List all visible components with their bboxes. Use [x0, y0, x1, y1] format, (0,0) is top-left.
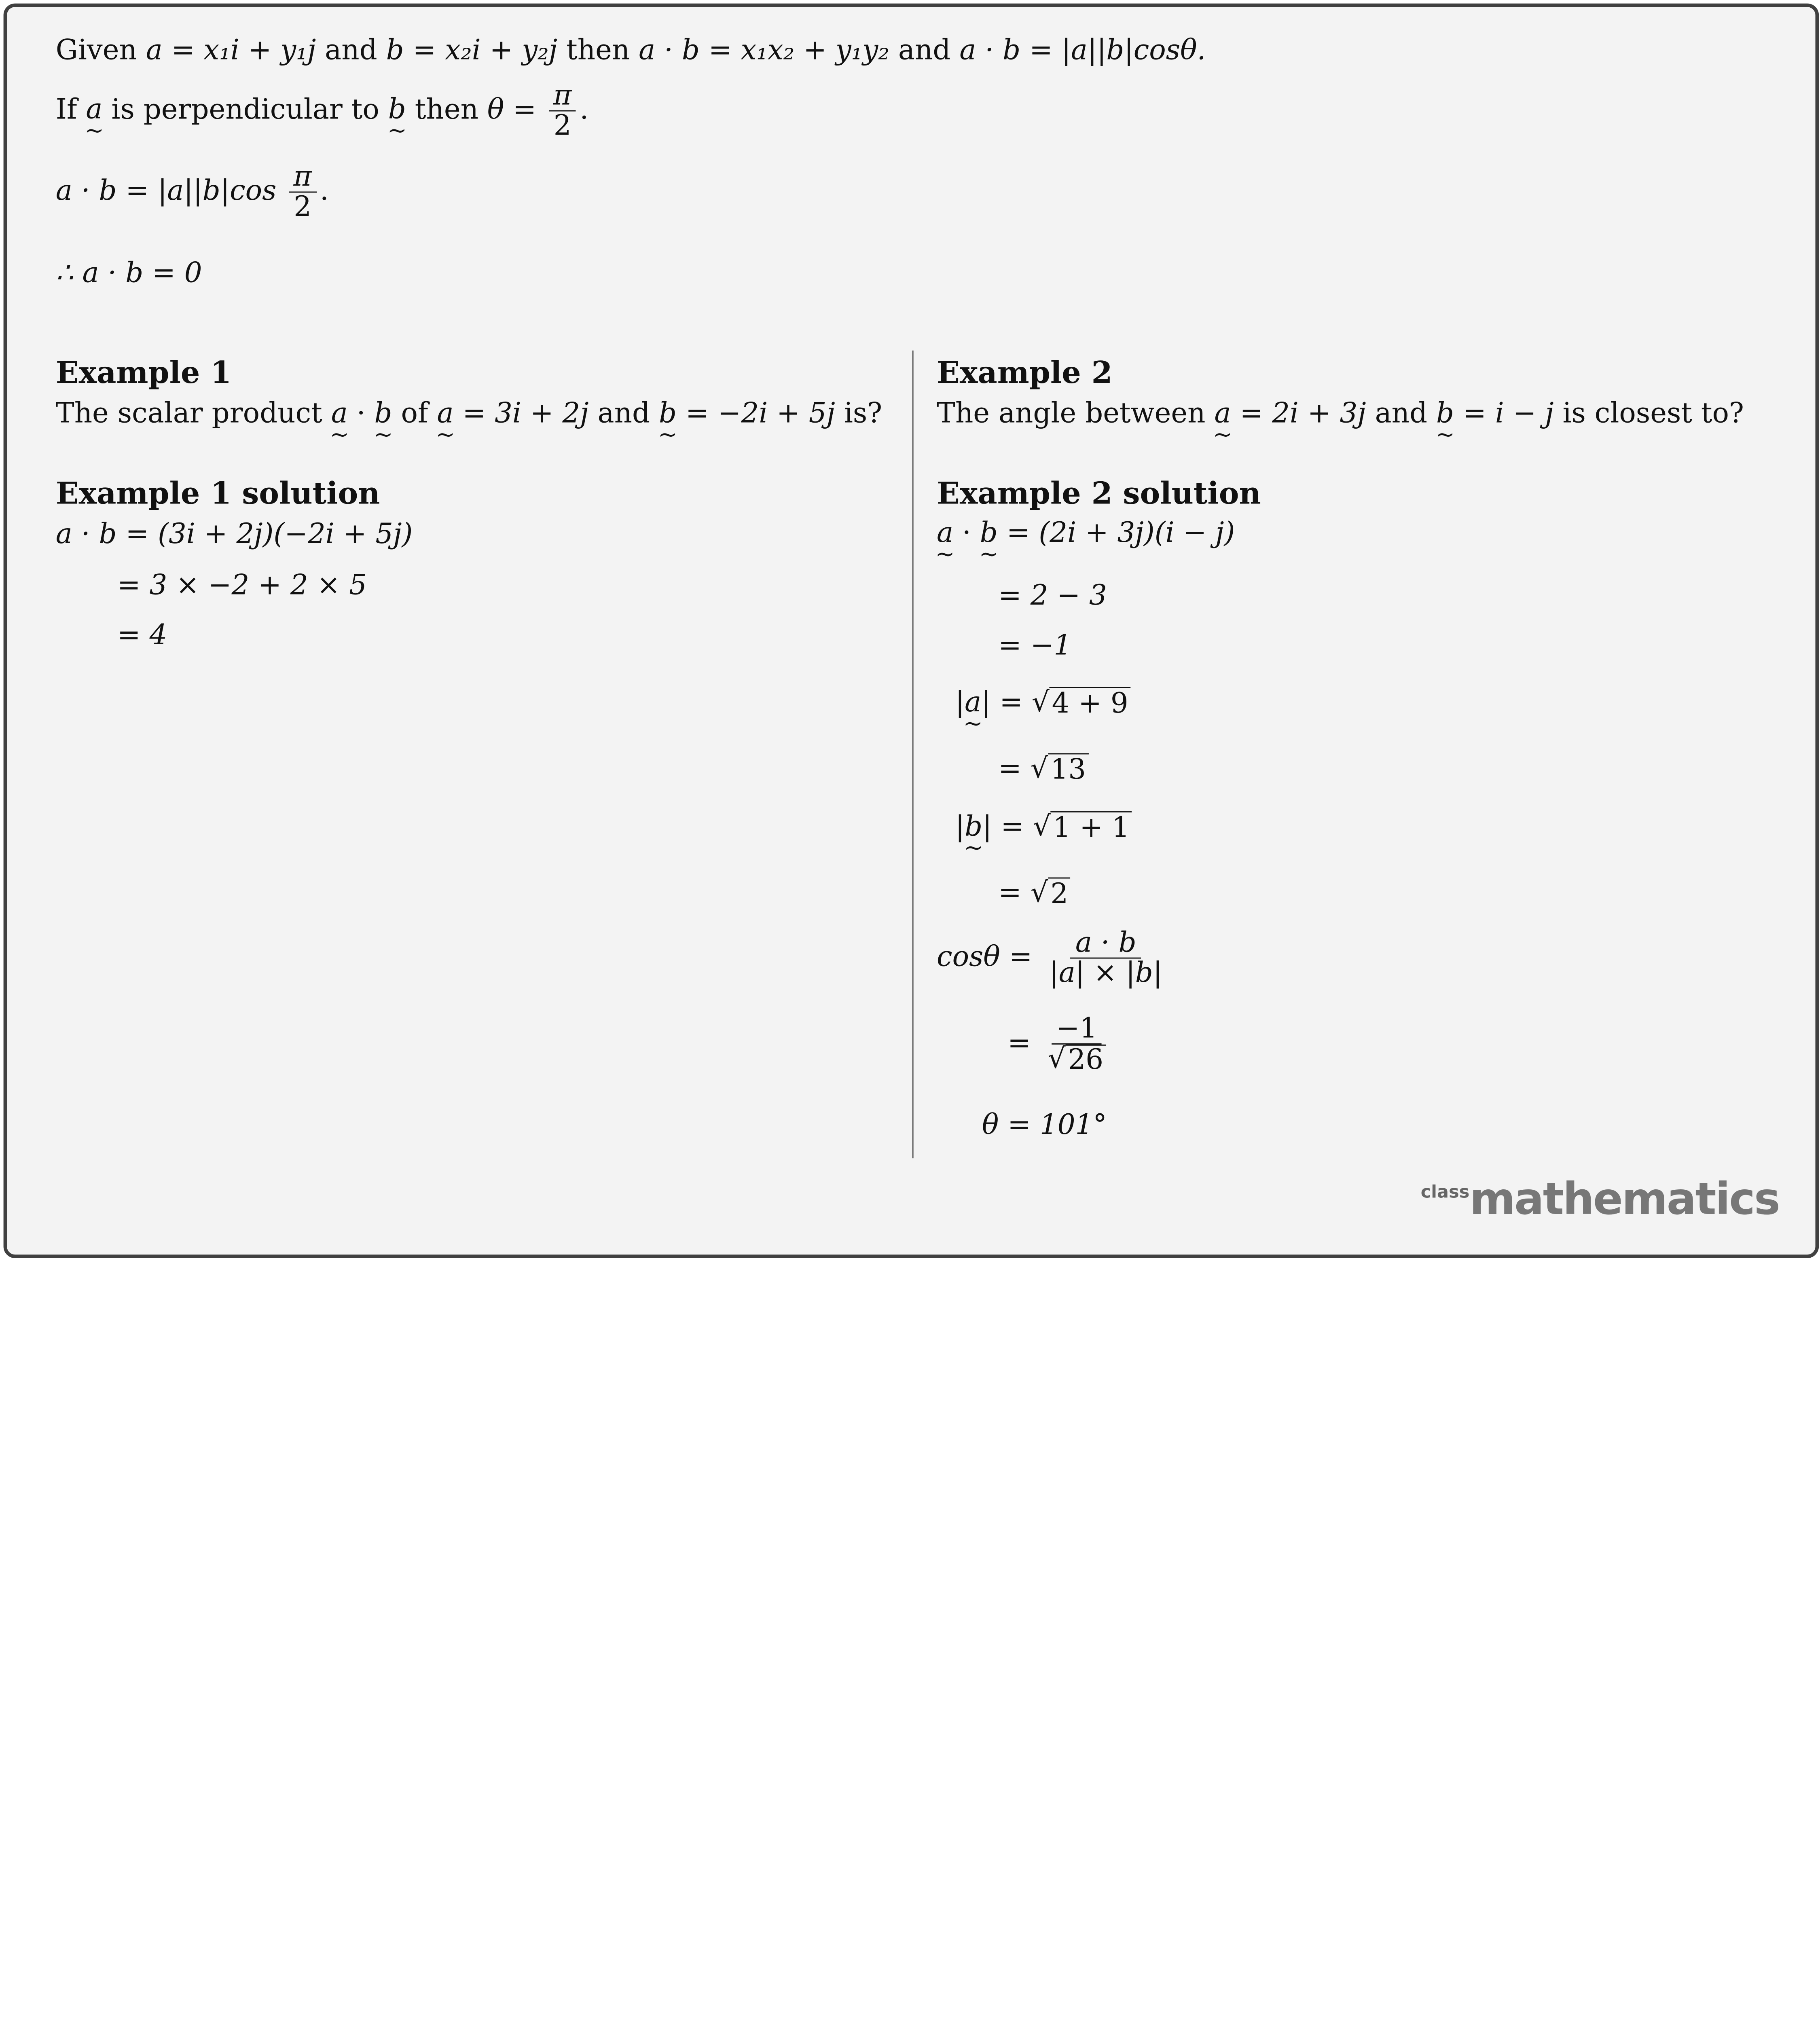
- vector-a-definition: a = x₁i + y₁j: [146, 34, 316, 66]
- example-1-step-2: = 3 × −2 + 2 × 5: [117, 569, 367, 601]
- magnitude-b-line: |b ~| = √ 1 + 1: [955, 811, 1132, 844]
- theory-line-3: a · b = |a||b|cos $\frac{\pi}{2}$ .: [55, 160, 329, 223]
- example-2-a-value: 2i + 3j: [1272, 397, 1366, 429]
- class-mathematics-logo: $^{class}$mathematics: [1420, 1173, 1780, 1225]
- vector-b-symbol: b ~: [388, 94, 406, 126]
- column-divider: [912, 351, 914, 1158]
- theory-conclusion: ∴ a · b = 0: [55, 256, 202, 289]
- example-1-title: Example 1: [55, 356, 232, 391]
- example-1-step-3: = 4: [117, 618, 167, 651]
- magnitude-a-simplified: = √ 13: [998, 753, 1088, 787]
- magnitude-a-line: |a ~| = √ 4 + 9: [955, 687, 1131, 720]
- example-2-b-value: i − j: [1495, 397, 1554, 429]
- example-2-step-3: = −1: [998, 629, 1072, 662]
- vector-a-symbol: a ~: [86, 94, 102, 126]
- example-1-question: The scalar product a ~ · b ~ of a ~ = 3i + 2j and b ~ = −2i + 5j is?: [56, 398, 882, 430]
- sqrt-4-plus-9: √ 4 + 9: [1032, 687, 1131, 720]
- dot-product-magnitude-form: a · b = |a||b|cosθ.: [959, 34, 1206, 66]
- example-2-step-1: a ~ · b ~ = (2i + 3j)(i − j): [937, 518, 1235, 550]
- example-2-step-2: = 2 − 3: [998, 579, 1107, 612]
- example-2-question: The angle between a ~ = 2i + 3j and b ~ = i − j is closest to?: [937, 398, 1744, 430]
- example-1-a-value: 3i + 2j: [495, 397, 589, 429]
- theory-line-1: Given a = x₁i + y₁j and b = x₂i + y₂j then a · b = x₁x₂ + y₁y₂ and a · b = |a||b|cosθ.: [55, 34, 1206, 66]
- example-1-step-1: a · b = (3i + 2j)(−2i + 5j): [55, 517, 413, 550]
- pi-over-two-fraction: $\frac{\pi}{2}$: [289, 163, 316, 222]
- vector-b-definition: b = x₂i + y₂j: [386, 34, 558, 66]
- theta-result: θ = 101°: [982, 1108, 1107, 1141]
- cos-theta-value: = −1 √ 26: [1007, 1014, 1114, 1075]
- sqrt-1-plus-1: √ 1 + 1: [1033, 811, 1132, 844]
- example-2-solution-title: Example 2 solution: [937, 477, 1261, 512]
- dot-product-expansion: a · b = x₁x₂ + y₁y₂: [639, 34, 889, 66]
- content-panel: [4, 4, 1819, 1258]
- pi-over-two-fraction: $\frac{\pi}{2}$: [549, 81, 576, 141]
- example-1-solution-title: Example 1 solution: [55, 477, 380, 512]
- example-1-b-value: −2i + 5j: [717, 397, 835, 429]
- magnitude-b-simplified: = √ 2: [998, 878, 1071, 911]
- cos-theta-formula: cosθ = $\frac{a \cdot b}{|a| \times |b|}$: [937, 926, 1163, 989]
- example-2-title: Example 2: [937, 356, 1113, 391]
- theory-line-2: If a ~ is perpendicular to b ~ then θ = $\frac{\pi}{2}$ .: [56, 81, 589, 141]
